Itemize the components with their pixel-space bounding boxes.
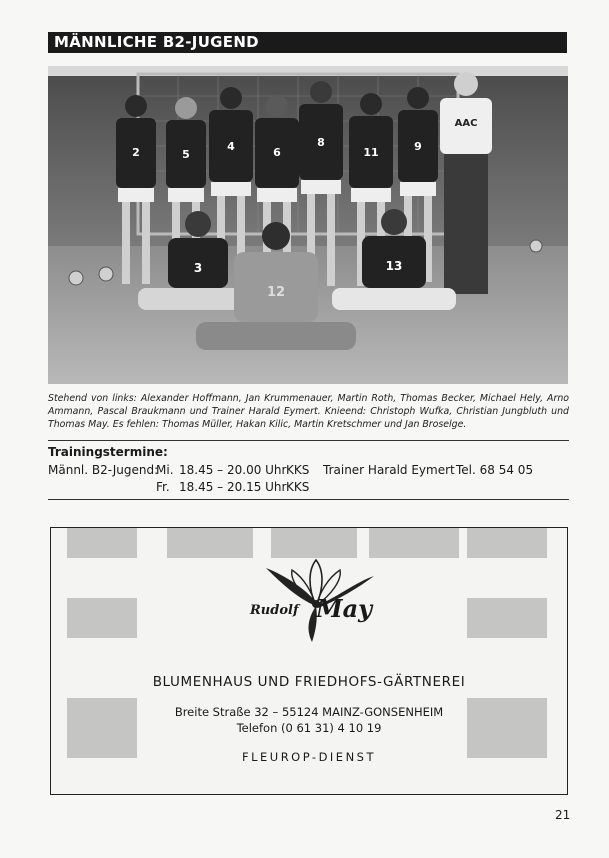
session-place: KKS — [286, 480, 310, 494]
handball — [530, 240, 542, 252]
divider — [48, 440, 569, 441]
company-address: Breite Straße 32 – 55124 MAINZ-GONSENHEIM — [174, 705, 444, 719]
trainer-phone: Tel. 68 54 05 — [456, 463, 534, 477]
jersey-number: 11 — [363, 146, 379, 159]
florist-logo — [246, 558, 386, 648]
jersey-number: 12 — [266, 285, 286, 300]
logo-first-name: Rudolf — [250, 603, 299, 618]
team-label: Männl. B2-Jugend: — [48, 463, 159, 477]
training-title: Trainingstermine: — [48, 445, 168, 459]
jersey-number: 8 — [317, 136, 325, 149]
jersey-number: 2 — [132, 146, 140, 159]
jersey-number: 5 — [182, 148, 190, 161]
session-time: 18.45 – 20.00 Uhr — [179, 463, 287, 477]
handball — [69, 271, 83, 285]
session-day: Mi. — [156, 463, 174, 477]
page-number: 21 — [555, 808, 571, 822]
jersey-number: 4 — [227, 140, 235, 153]
trainer-name: Trainer Harald Eymert — [323, 463, 455, 477]
jersey-number: 3 — [193, 261, 203, 275]
company-phone: Telefon (0 61 31) 4 10 19 — [236, 721, 382, 735]
team-photo — [48, 66, 568, 384]
section-title: MÄNNLICHE B2-JUGEND — [48, 32, 567, 53]
jersey-number: 13 — [385, 259, 403, 273]
company-service: FLEUROP-DIENST — [241, 750, 377, 764]
divider — [48, 499, 569, 500]
jersey-number: 9 — [414, 140, 422, 153]
photo-caption: Stehend von links: Alexander Hoffmann, Jan Krummenauer, Martin Roth, Thomas Becker, Michael Hely, Arno Ammann, Pascal Braukmann und Trainer Harald Eymert. Knieend: Christoph Wufka, Christian Jungbluth und Thomas May. Es fehlen: Thomas Müller, Hakan Kilic, Martin Kretschmer und Jan Broselge. — [48, 393, 569, 430]
coach-shirt-text: AAC — [454, 118, 478, 129]
company-name: BLUMENHAUS UND FRIEDHOFS-GÄRTNEREI — [152, 674, 466, 690]
advertisement — [50, 527, 568, 795]
session-day: Fr. — [156, 480, 170, 494]
session-place: KKS — [286, 463, 310, 477]
handball — [99, 267, 113, 281]
team-photo-illustration — [48, 66, 568, 384]
session-time: 18.45 – 20.15 Uhr — [179, 480, 287, 494]
logo-last-name: May — [316, 594, 373, 623]
jersey-number: 6 — [273, 146, 281, 159]
